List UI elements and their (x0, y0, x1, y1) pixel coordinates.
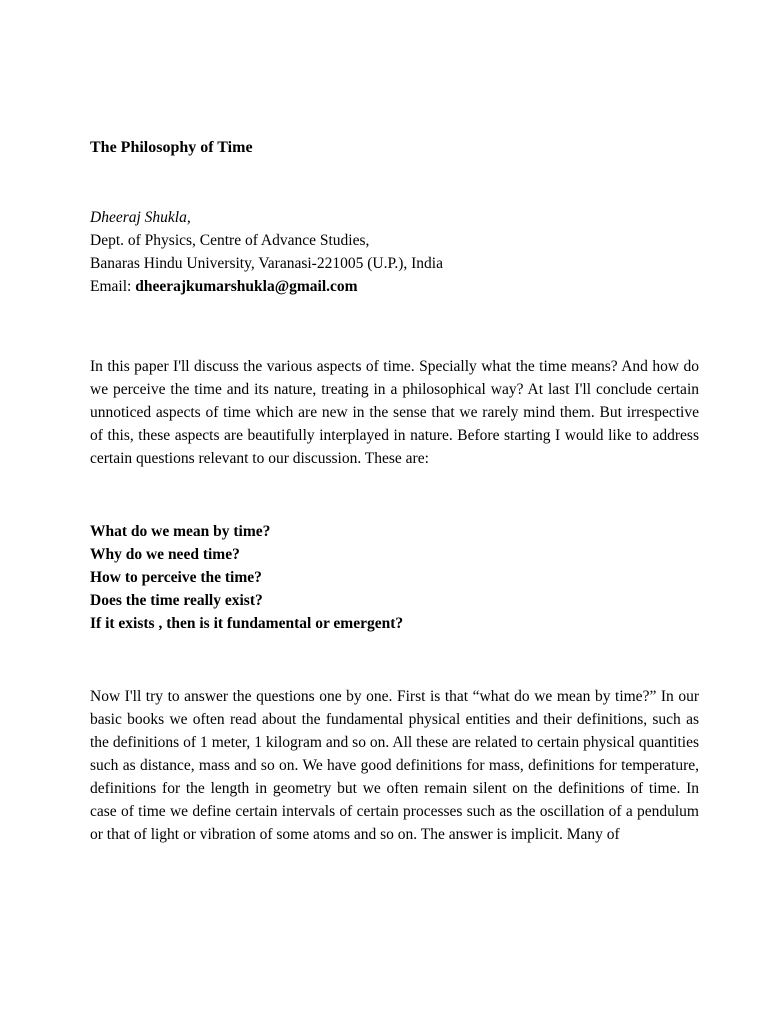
questions-list (90, 520, 699, 635)
author-affiliation: Banaras Hindu University, Varanasi-221005 (U.P.), India (90, 255, 443, 272)
author-block (90, 206, 699, 298)
question-item: Why do we need time? (90, 546, 240, 563)
author-email-line (90, 275, 699, 298)
intro-paragraph: In this paper I'll discuss the various aspects of time. Specially what the time means? And how do we perceive the time and its nature, treating in a philosophical way? At last I'll conclude certain unnoticed aspects of time which are new in the sense that we rarely mind them. But irrespective of this, these aspects are beautifully interplayed in nature. Before starting I would like to address certain questions relevant to our discussion. These are: (90, 358, 699, 467)
body-paragraph: Now I'll try to answer the questions one by one. First is that “what do we mean by time?” In our basic books we often read about the fundamental physical entities and their definitions, such as the definitions of 1 meter, 1 kilogram and so on. All these are related to certain physical quantities such as distance, mass and so on. We have good definitions for mass, definitions for temperature, definitions for the length in geometry but we often remain silent on the definitions of time. In case of time we define certain intervals of certain processes such as the oscillation of a pendulum or that of light or vibration of some atoms and so on. The answer is implicit. Many of (90, 688, 699, 843)
question-item: Does the time really exist? (90, 592, 263, 609)
email-label: Email: (90, 278, 136, 295)
author-name: Dheeraj Shukla, (90, 209, 191, 226)
email-address: dheerajkumarshukla@gmail.com (135, 278, 358, 295)
question-item: What do we mean by time? (90, 523, 271, 540)
author-department: Dept. of Physics, Centre of Advance Studies, (90, 232, 370, 249)
question-item: How to perceive the time? (90, 569, 262, 586)
paper-title: The Philosophy of Time (90, 139, 253, 156)
question-item: If it exists , then is it fundamental or emergent? (90, 615, 404, 632)
